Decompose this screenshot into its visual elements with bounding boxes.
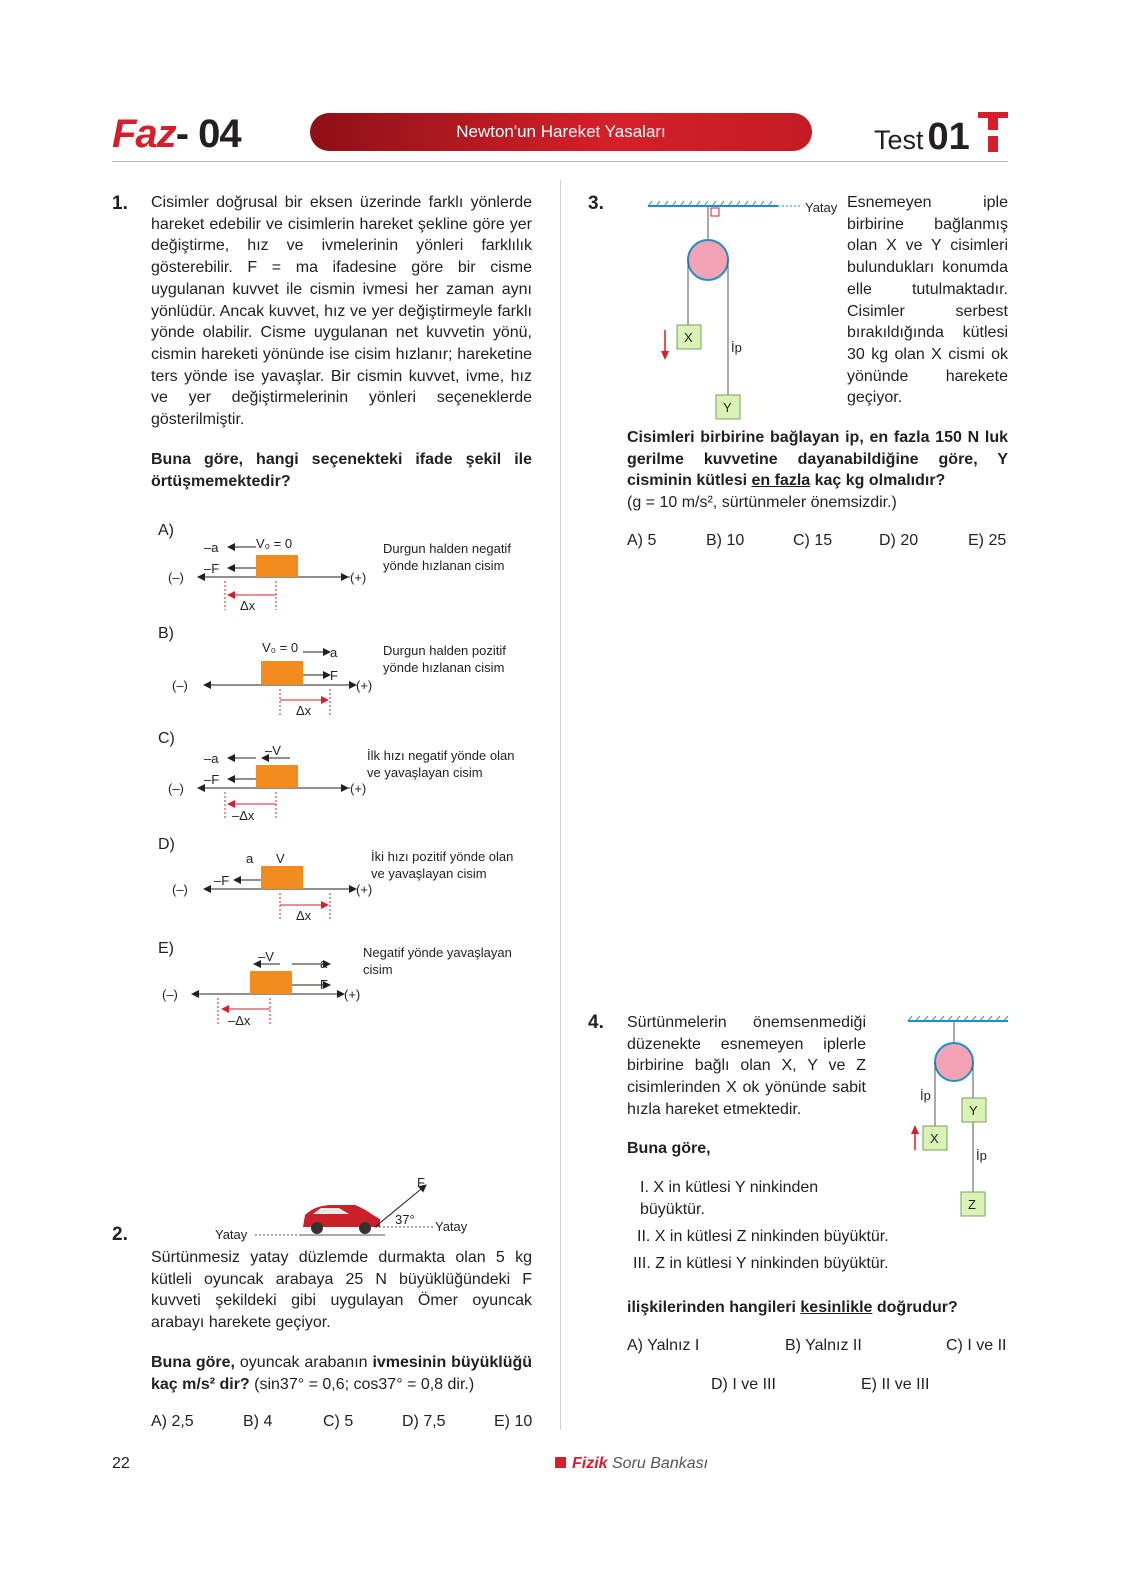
q3-q-tail: kaç kg olmalıdır? xyxy=(810,472,946,490)
q1-e-desc1: Negatif yönde yavaşlayan xyxy=(363,945,512,960)
q1-b-box xyxy=(261,661,303,685)
q4-ip1-label: İp xyxy=(920,1088,931,1103)
q1-d-desc2: ve yavaşlayan cisim xyxy=(371,866,487,881)
q3-text: Esnemeyen iple birbirine bağlanmış olan X ve Y cisimleri bulundukları konumda elle tutulmaktadır. Cisimler serbest bırakıldığında kütlesi 30 kg olan X cismi ok yönünde harekete geçiyor. xyxy=(847,194,1008,407)
q1-d-disp: Δx xyxy=(296,908,312,923)
q1-b-pos: (+) xyxy=(356,678,373,693)
q1-d-force: –F xyxy=(214,873,230,888)
q4-pulley-figure xyxy=(900,1010,1015,1220)
q1-d-vel: V xyxy=(276,851,285,866)
q1-a-desc1: Durgun halden negatif xyxy=(383,541,511,556)
footer-book-name: Soru Bankası xyxy=(607,1455,709,1472)
test-number: 01 xyxy=(927,116,970,158)
q1-e-box xyxy=(250,971,292,994)
q1-e-disp: –Δx xyxy=(228,1013,251,1028)
q2-car-figure xyxy=(205,1165,495,1245)
q2-text: Sürtünmesiz yatay düzlemde durmakta olan 5 kg kütleli oyuncak arabaya 25 N büyüklüğündeki F kuvveti şekildeki gibi uygulayan Ömer oyuncak arabayı harekete geçiyor. xyxy=(151,1249,532,1332)
q1-a-desc2: yönde hızlanan cisim xyxy=(383,558,505,573)
q2-option-c: C) 5 xyxy=(323,1413,354,1430)
q1-a-neg: (–) xyxy=(168,570,184,585)
q1-option-a-label: A) xyxy=(158,522,174,539)
q2-yatay-left: Yatay xyxy=(215,1227,248,1242)
q1-d-neg: (–) xyxy=(172,882,188,897)
q4-ip2-label: İp xyxy=(976,1148,987,1163)
q2-q-lead: Buna göre, xyxy=(151,1354,236,1371)
q2-q-note: (sin37° = 0,6; cos37° = 0,8 dir.) xyxy=(249,1375,475,1393)
q3-note: (g = 10 m/s², sürtünmeler önemsizdir.) xyxy=(627,494,897,511)
q2-number: 2. xyxy=(112,1224,128,1245)
q1-e-pos: (+) xyxy=(344,987,361,1002)
q3-pulley-figure xyxy=(640,195,845,425)
down-arrow-icon xyxy=(661,351,669,360)
q1-d-pos: (+) xyxy=(356,882,373,897)
q3-number: 3. xyxy=(588,193,604,214)
column-divider xyxy=(560,180,561,1430)
q1-question: Buna göre, hangi seçenekteki ifade şekil ile örtüşmemektedir? xyxy=(151,451,532,490)
q1-option-b-label: B) xyxy=(158,625,174,642)
q1-e-neg: (–) xyxy=(162,987,178,1002)
q1-b-disp: Δx xyxy=(296,703,312,718)
q1-e-acc: a xyxy=(320,956,328,971)
q2-option-d: D) 7,5 xyxy=(402,1413,446,1430)
q3-x-label: X xyxy=(684,330,693,345)
logo-faz: Faz xyxy=(112,112,176,156)
q3-option-c: C) 15 xyxy=(793,532,833,549)
q2-question xyxy=(151,1352,532,1395)
test-label xyxy=(874,116,970,159)
q1-d-desc1: İki hızı pozitif yönde olan xyxy=(371,849,514,864)
q4-y-label: Y xyxy=(969,1103,978,1118)
q1-a-pos: (+) xyxy=(350,570,367,585)
q4-option-e: E) II ve III xyxy=(861,1376,930,1393)
q1-c-acc: –a xyxy=(204,751,219,766)
q3-option-b: B) 10 xyxy=(706,532,745,549)
q1-b-desc2: yönde hızlanan cisim xyxy=(383,660,505,675)
q1-d-acc: a xyxy=(246,851,254,866)
q4-option-b: B) Yalnız II xyxy=(785,1337,862,1354)
test-mark-icon xyxy=(978,112,1008,152)
q4-q-lead: ilişkilerinden hangileri xyxy=(627,1299,801,1316)
q1-number: 1. xyxy=(112,193,128,214)
q2-yatay-right: Yatay xyxy=(435,1219,468,1234)
q1-option-e-label: E) xyxy=(158,940,174,957)
q1-c-vel: –V xyxy=(265,743,281,758)
series-logo xyxy=(112,112,241,157)
q3-option-a: A) 5 xyxy=(627,532,657,549)
q4-number: 4. xyxy=(588,1012,604,1033)
q3-q-lead: Cisimleri birbirine bağlayan ip, en fazla 150 N luk gerilme kuvvetine dayanabildiğine göre, Y cisminin kütlesi xyxy=(627,429,1008,490)
up-arrow-icon xyxy=(911,1125,919,1134)
q1-options-figure xyxy=(150,515,550,1035)
header-divider xyxy=(112,161,1008,162)
q4-item-1: I. X in kütlesi Y ninkinden büyüktür. xyxy=(640,1179,819,1218)
footer-subject: Fizik xyxy=(572,1455,608,1472)
q3-ip-label: İp xyxy=(731,340,742,355)
q4-q-tail: doğrudur? xyxy=(872,1299,958,1316)
q2-force-label: F xyxy=(417,1175,425,1190)
q2-q-mid: oyuncak arabanın xyxy=(235,1354,373,1371)
q1-option-d-label: D) xyxy=(158,836,175,853)
q1-c-box xyxy=(256,765,298,788)
q1-option-c-label: C) xyxy=(158,730,175,747)
q4-q-underline: kesinlikle xyxy=(800,1299,873,1316)
q4-option-c: C) I ve II xyxy=(946,1337,1007,1354)
q1-b-desc1: Durgun halden pozitif xyxy=(383,643,506,658)
q1-e-force: F xyxy=(320,977,328,992)
q4-z-label: Z xyxy=(968,1197,976,1212)
q1-a-disp: Δx xyxy=(240,598,256,613)
q1-a-force: –F xyxy=(204,561,220,576)
chapter-banner: Newton'un Hareket Yasaları xyxy=(310,113,812,151)
logo-number: - 04 xyxy=(175,112,241,156)
footer-book xyxy=(555,1455,708,1473)
q4-text: Sürtünmelerin önemsenmediği düzenekte esnemeyen iplerle birbirine bağlı olan X, Y ve Z cisimlerinden X ok yönünde sabit hızla hareket etmektedir. xyxy=(627,1014,866,1118)
q4-option-d: D) I ve III xyxy=(711,1376,776,1393)
q1-a-v0: V₀ = 0 xyxy=(256,536,293,551)
q4-question xyxy=(627,1297,958,1319)
q3-q-underline: en fazla xyxy=(751,472,811,490)
q1-c-neg: (–) xyxy=(168,781,184,796)
q2-option-e: E) 10 xyxy=(494,1413,533,1430)
q2-angle: 37° xyxy=(395,1212,415,1227)
q2-option-b: B) 4 xyxy=(243,1413,273,1430)
pulley-icon xyxy=(688,240,728,280)
q3-question xyxy=(627,427,1008,492)
q1-b-neg: (–) xyxy=(172,678,188,693)
q3-option-e: E) 25 xyxy=(968,532,1007,549)
q3-yatay: Yatay xyxy=(805,200,838,215)
q1-e-vel: –V xyxy=(258,949,274,964)
q1-c-pos: (+) xyxy=(350,781,367,796)
q1-c-desc2: ve yavaşlayan cisim xyxy=(367,765,483,780)
q1-b-v0: V₀ = 0 xyxy=(262,640,299,655)
footer-square-icon xyxy=(555,1457,566,1468)
q3-y-label: Y xyxy=(723,400,732,415)
q2-option-a: A) 2,5 xyxy=(151,1413,194,1430)
q2-q-bold: ivmesinin büyüklüğü kaç m/s² dir? xyxy=(151,1354,533,1393)
q1-c-force: –F xyxy=(204,772,220,787)
q1-b-acc: a xyxy=(330,645,338,660)
q1-a-acc: –a xyxy=(204,540,219,555)
q4-lead: Buna göre, xyxy=(627,1140,711,1157)
q1-d-box xyxy=(261,866,303,889)
q3-option-d: D) 20 xyxy=(879,532,919,549)
q1-text: Cisimler doğrusal bir eksen üzerinde farklı yönlerde hareket edebilir ve cisimlerin hareket şekline göre yer değiştirme, hız ve ivmelerinin yönleri farklılık gösterebilir. F = ma ifadesine göre bir cisme uygulanan kuvvet ile cismin ivmesi her zaman aynı yönlüdür. Ancak kuvvet, hız ve yer değiştirmeyle farklı yönde olabilir. Cisme uygulanan net kuvvetin yönü, cismin hareketi yönünde ise cisim hızlanır; hareketine ters yönde ise yavaşlar. Bir cismin kuvvet, ivme, hız ve yer değiştirmelerinin yönleri seçeneklerde gösterilmiştir. xyxy=(151,194,532,429)
page-number: 22 xyxy=(112,1455,130,1472)
q4-item-3: III. Z in kütlesi Y ninkinden büyüktür. xyxy=(633,1255,889,1272)
pulley-icon-2 xyxy=(935,1043,973,1081)
q4-item-2: II. X in kütlesi Z ninkinden büyüktür. xyxy=(637,1228,889,1245)
q1-c-desc1: İlk hızı negatif yönde olan xyxy=(367,748,515,763)
test-word: Test xyxy=(874,125,924,155)
q4-option-a: A) Yalnız I xyxy=(627,1337,700,1354)
q1-e-desc2: cisim xyxy=(363,962,393,977)
q4-x-label: X xyxy=(930,1131,939,1146)
q1-a-box xyxy=(256,555,298,577)
q1-b-force: F xyxy=(330,668,338,683)
q1-c-disp: –Δx xyxy=(232,808,255,823)
